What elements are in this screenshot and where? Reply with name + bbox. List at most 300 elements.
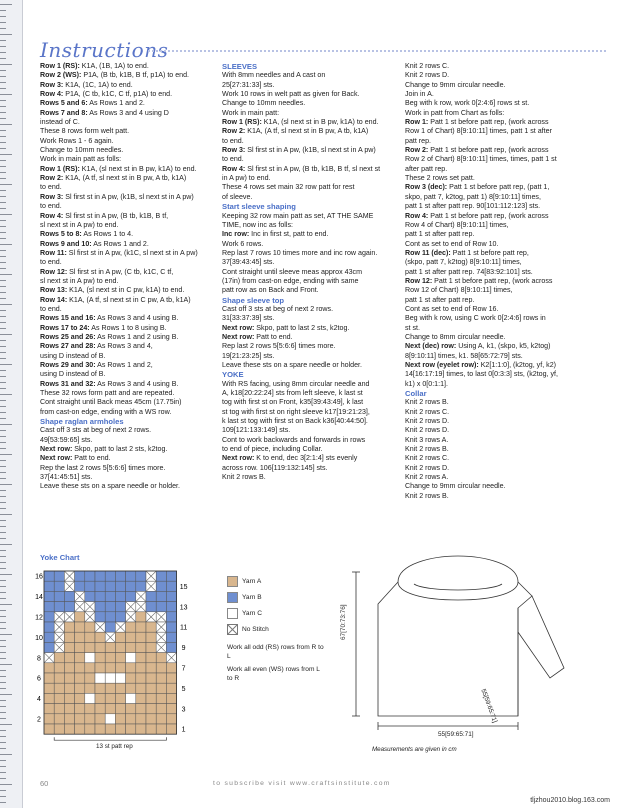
ruler-tick — [0, 592, 6, 593]
row-number: 8 — [37, 655, 41, 663]
row-label: Next row: — [222, 323, 255, 332]
instruction-line — [405, 342, 601, 351]
instruction-line — [40, 212, 212, 221]
ruler-tick — [0, 340, 6, 341]
instruction-text: to end. — [40, 304, 62, 313]
ruler-tick — [0, 550, 6, 551]
chart-cell — [44, 571, 54, 581]
instruction-line — [40, 305, 212, 314]
chart-cell — [146, 653, 156, 663]
chart-cell — [126, 632, 136, 642]
chart-cell — [44, 704, 54, 714]
column-sleeves-yoke — [222, 62, 398, 482]
instruction-text: Patt to end. — [72, 454, 111, 463]
chart-cell — [105, 602, 115, 612]
ruler-tick — [0, 388, 6, 389]
instruction-text: to end. — [40, 202, 62, 211]
instruction-text: 19[21:23:25] sts. — [222, 351, 275, 360]
ruler-tick — [0, 622, 6, 623]
instruction-text: Knit 2 rows D. — [405, 426, 450, 435]
instruction-line — [405, 408, 601, 417]
row-label: Row 3: — [40, 192, 64, 201]
instruction-text: Sl first st in A pw, (C tb, k1C, C tf, — [67, 267, 174, 276]
chart-cell — [156, 653, 166, 663]
chart-cell — [105, 693, 115, 703]
chart-cell — [146, 683, 156, 693]
row-label: Rows 5 to 8: — [40, 230, 82, 239]
instruction-line — [405, 464, 601, 473]
instruction-line — [405, 333, 601, 342]
chart-cell — [136, 683, 146, 693]
ruler-tick — [0, 520, 6, 521]
instruction-text: Using A, k1, (skpo, k5, k2tog) — [456, 342, 551, 351]
instruction-line — [405, 212, 601, 221]
ruler-tick — [0, 454, 12, 455]
instruction-text: K1A, (1B, 1A) to end. — [79, 62, 149, 70]
row-label: Rows 25 and 26: — [40, 332, 96, 341]
column-back-instructions — [40, 62, 212, 492]
row-label: Rows 9 and 10: — [40, 239, 92, 248]
instruction-text: Knit 2 rows B. — [222, 473, 266, 482]
ruler-tick — [0, 700, 6, 701]
ruler-tick — [0, 466, 6, 467]
chart-cell — [166, 693, 176, 703]
ruler-tick — [0, 310, 6, 311]
row-label: Rows 27 and 28: — [40, 342, 96, 351]
ruler-tick — [0, 730, 6, 731]
instruction-line — [405, 230, 601, 239]
ruler-tick — [0, 10, 6, 11]
ruler-tick — [0, 694, 12, 695]
instruction-line — [40, 202, 212, 211]
sweater-schematic — [336, 548, 576, 748]
instruction-text: of sleeve. — [222, 192, 253, 201]
row-label: Row 13: — [40, 286, 68, 295]
chart-cell — [115, 581, 125, 591]
chart-cell — [156, 673, 166, 683]
instruction-text: st tog with first st on right sleeve k17[19:21:23], — [222, 407, 370, 416]
chart-cell — [64, 693, 74, 703]
ruler-tick — [0, 664, 12, 665]
instruction-line — [40, 127, 212, 136]
chart-cell — [156, 663, 166, 673]
instruction-line — [222, 183, 398, 192]
ruler-tick — [0, 604, 12, 605]
chart-cell — [95, 602, 105, 612]
instruction-text: Join in A. — [405, 90, 434, 99]
row-label: Row 2 (WS): — [40, 71, 82, 80]
ruler-tick — [0, 784, 12, 785]
instruction-line — [40, 380, 212, 389]
instruction-text: K1A, (sl next st in B pw, k1A) to end. — [79, 164, 197, 173]
instruction-line — [405, 155, 601, 164]
instruction-text: Knit 2 rows D. — [405, 71, 450, 80]
ruler-tick — [0, 442, 6, 443]
instruction-line — [40, 277, 212, 286]
ruler-tick — [0, 184, 12, 185]
chart-cell — [156, 581, 166, 591]
instruction-line — [405, 398, 601, 407]
row-number: 7 — [181, 665, 186, 673]
ruler-tick — [0, 412, 6, 413]
chart-cell — [115, 591, 125, 601]
chart-cell — [126, 581, 136, 591]
instruction-text: As Rows 3 and 4 using B. — [95, 314, 179, 323]
instruction-line — [222, 426, 398, 435]
chart-cell — [75, 632, 85, 642]
ruler-tick — [0, 238, 6, 239]
chart-cell — [95, 653, 105, 663]
instruction-line — [222, 118, 398, 127]
chart-cell — [85, 704, 95, 714]
ruler-tick — [0, 148, 6, 149]
instruction-text: Patt 1 st before patt rep, (patt 1, — [447, 183, 550, 192]
row-label: Row 4: — [40, 211, 64, 220]
ruler-tick — [0, 778, 6, 779]
instruction-text: With 8mm needles and A cast on — [222, 71, 326, 80]
instruction-text: skpo, patt 7, k2tog, patt 1) 8[9:10:11] times, — [405, 192, 541, 201]
instruction-line — [405, 71, 601, 80]
instruction-text: Keeping 32 row main patt as set, AT THE SAME — [222, 211, 374, 220]
chart-cell — [166, 632, 176, 642]
instruction-text: patt 1 st after patt rep. 90[101:112:123] sts. — [405, 202, 541, 211]
ruler-tick — [0, 316, 6, 317]
instruction-line — [405, 258, 601, 267]
legend-label: No Stitch — [242, 625, 269, 633]
instruction-line — [222, 258, 398, 267]
instruction-line — [222, 436, 398, 445]
instruction-text: Cont as set to end of Row 16. — [405, 304, 499, 313]
ruler-tick — [0, 124, 12, 125]
instruction-line — [222, 445, 398, 454]
instruction-line — [405, 99, 601, 108]
ruler-tick — [0, 742, 6, 743]
instruction-line — [40, 137, 212, 146]
chart-cell — [156, 602, 166, 612]
chart-cell — [166, 714, 176, 724]
ruler-tick — [0, 352, 6, 353]
ruler-tick — [0, 688, 6, 689]
instruction-line — [405, 118, 601, 127]
page-edge-ruler — [0, 0, 23, 808]
chart-cell — [136, 581, 146, 591]
instruction-text: Work 10 rows in welt patt as given for Back. — [222, 90, 360, 99]
instruction-line — [405, 62, 601, 71]
instruction-text: K1A, (sl next st in C pw, k1A) to end. — [67, 286, 185, 295]
instruction-text: Work Rows 1 - 6 again. — [40, 136, 114, 145]
ruler-tick — [0, 178, 6, 179]
ruler-tick — [0, 658, 6, 659]
instruction-line — [222, 352, 398, 361]
instruction-text: P1A, (C tb, k1C, C tf, p1A) to end. — [63, 90, 173, 99]
ruler-tick — [0, 100, 6, 101]
instruction-line — [405, 352, 601, 361]
instruction-line — [222, 230, 398, 239]
instruction-text: Knit 2 rows B. — [405, 445, 449, 454]
ruler-tick — [0, 532, 6, 533]
chart-cell — [136, 642, 146, 652]
instruction-text: Change to 10mm needles. — [222, 99, 306, 108]
chart-cell — [54, 693, 64, 703]
legend-item-no-stitch — [227, 621, 327, 637]
yarn-c-swatch — [227, 608, 238, 619]
chart-cell — [166, 591, 176, 601]
instruction-text: Cont to work backwards and forwards in rows — [222, 435, 366, 444]
chart-cell — [136, 571, 146, 581]
chart-cell — [115, 663, 125, 673]
instruction-text: using D instead of B. — [40, 370, 106, 379]
chart-cell — [95, 663, 105, 673]
chart-cell — [115, 673, 125, 683]
ruler-tick — [0, 670, 6, 671]
chart-cell — [105, 581, 115, 591]
ruler-tick — [0, 118, 6, 119]
instruction-line — [405, 165, 601, 174]
instruction-line — [222, 398, 398, 407]
chart-cell — [85, 663, 95, 673]
ruler-tick — [0, 202, 6, 203]
instruction-text: Cast off 3 sts at beg of next 2 rows. — [40, 426, 152, 435]
chart-cell — [95, 714, 105, 724]
instruction-text: Sl first st in A pw, (B tb, k1B, B tf, — [63, 211, 169, 220]
row-number: 6 — [37, 675, 41, 683]
ruler-tick — [0, 448, 6, 449]
instruction-line — [405, 81, 601, 90]
instruction-line — [40, 436, 212, 445]
ruler-tick — [0, 724, 12, 725]
chart-cell — [166, 642, 176, 652]
instruction-line — [40, 183, 212, 192]
chart-cell — [64, 642, 74, 652]
instruction-line — [222, 90, 398, 99]
chart-cell — [44, 714, 54, 724]
ruler-tick — [0, 58, 6, 59]
instruction-text: 14[16:17:19] times, to last 0[0:3:3] sts, (k2tog, yf, — [405, 370, 558, 379]
ruler-tick — [0, 328, 6, 329]
instruction-text: As Rows 3 and 4, — [95, 342, 153, 351]
chart-cell — [44, 602, 54, 612]
ruler-tick — [0, 610, 6, 611]
instruction-text: Patt to end. — [254, 332, 293, 341]
chart-cell — [75, 571, 85, 581]
chart-cell — [126, 591, 136, 601]
instruction-text: to end. — [222, 155, 244, 164]
legend-note-rs: Work all odd (RS) rows from R to L — [227, 644, 324, 660]
ruler-tick — [0, 22, 6, 23]
instruction-text: Change to 10mm needles. — [40, 146, 124, 155]
instruction-line — [405, 492, 601, 501]
instruction-line — [40, 221, 212, 230]
ruler-tick — [0, 628, 6, 629]
chart-cell — [166, 581, 176, 591]
ruler-tick — [0, 544, 12, 545]
instruction-text: Work in main patt as folls: — [40, 155, 122, 164]
chart-cell — [64, 683, 74, 693]
instruction-line — [222, 212, 398, 221]
row-number: 4 — [37, 696, 41, 704]
chart-cell — [95, 642, 105, 652]
instruction-line — [40, 165, 212, 174]
instruction-text: from cast-on edge, ending with a WS row. — [40, 407, 172, 416]
chart-cell — [75, 663, 85, 673]
instruction-line — [405, 426, 601, 435]
ruler-tick — [0, 574, 12, 575]
instruction-text: Cast off 3 sts at beg of next 2 rows. — [222, 304, 334, 313]
ruler-tick — [0, 166, 6, 167]
chart-cell — [156, 693, 166, 703]
instruction-line — [40, 193, 212, 202]
row-label: Next row: — [222, 454, 255, 463]
watermark: tljzhou2010.blog.163.com — [530, 797, 610, 804]
chart-cell — [166, 673, 176, 683]
instruction-line — [222, 268, 398, 277]
ruler-tick — [0, 418, 6, 419]
instruction-text: patt 1 st after patt rep. — [405, 230, 475, 239]
instruction-text: These 8 rows form welt patt. — [40, 127, 130, 136]
instruction-line — [40, 445, 212, 454]
row-label: Next row: — [40, 445, 73, 454]
chart-cell — [126, 642, 136, 652]
instruction-text: As Rows 1 to 4. — [81, 230, 134, 239]
chart-cell — [105, 704, 115, 714]
chart-cell — [156, 571, 166, 581]
title-divider — [148, 50, 606, 52]
ruler-tick — [0, 256, 6, 257]
page-number: 60 — [40, 779, 49, 788]
instruction-line — [405, 109, 601, 118]
instruction-text: Rep last 7 rows 10 times more and inc row again. — [222, 248, 378, 257]
row-label: Row 1 (RS): — [40, 62, 80, 70]
instruction-line — [405, 473, 601, 482]
row-label: Row 1: — [405, 118, 429, 127]
chart-cell — [95, 724, 105, 734]
chart-cell — [75, 683, 85, 693]
instruction-line — [405, 183, 601, 192]
instruction-line — [222, 314, 398, 323]
row-label: Row 11 (dec): — [405, 248, 451, 257]
chart-cell — [136, 622, 146, 632]
instruction-line — [40, 258, 212, 267]
ruler-tick — [0, 250, 6, 251]
chart-cell — [166, 663, 176, 673]
chart-cell — [85, 714, 95, 724]
instruction-line — [405, 146, 601, 155]
row-label: Rows 17 to 24: — [40, 323, 90, 332]
instruction-text: patt row as on Back and Front. — [222, 286, 319, 295]
ruler-tick — [0, 268, 6, 269]
ruler-tick — [0, 406, 6, 407]
instruction-line — [405, 286, 601, 295]
instruction-text: K1A, (sl next st in B pw, k1A) to end. — [261, 118, 379, 127]
chart-cell — [54, 683, 64, 693]
instruction-line — [40, 389, 212, 398]
instruction-text: Patt 1 st before patt rep, (work across — [428, 211, 549, 220]
ruler-tick — [0, 460, 6, 461]
chart-cell — [75, 714, 85, 724]
instruction-line — [222, 473, 398, 482]
instruction-text: sl next st in A pw) to end. — [40, 276, 119, 285]
ruler-tick — [0, 436, 6, 437]
chart-cell — [44, 642, 54, 652]
instruction-text: Sl first st in A pw, (B tb, k1B, B tf, sl next st — [245, 164, 381, 173]
instruction-text: Knit 2 rows D. — [405, 417, 450, 426]
instruction-line — [222, 81, 398, 90]
instruction-line — [40, 155, 212, 164]
ruler-tick — [0, 598, 6, 599]
instruction-line — [222, 174, 398, 183]
instruction-line — [40, 62, 212, 71]
instruction-line — [405, 380, 601, 389]
row-number: 2 — [37, 716, 41, 724]
instruction-line — [40, 324, 212, 333]
ruler-tick — [0, 706, 6, 707]
instruction-text: to end. — [222, 136, 244, 145]
instruction-line — [222, 333, 398, 342]
legend-item-yarn-b — [227, 589, 327, 605]
row-number: 13 — [179, 604, 188, 612]
ruler-tick — [0, 790, 6, 791]
chart-cell — [105, 663, 115, 673]
instruction-text: K1A, (A tf, sl next st in C pw, A tb, k1A) — [67, 295, 191, 304]
instruction-line — [40, 333, 212, 342]
instruction-line — [405, 202, 601, 211]
ruler-tick — [0, 106, 6, 107]
instruction-line — [222, 155, 398, 164]
instruction-line — [222, 99, 398, 108]
measurement-note: Measurements are given in cm — [372, 746, 457, 753]
ruler-tick — [0, 40, 6, 41]
chart-cell — [136, 673, 146, 683]
instruction-text: Change to 9mm circular needle. — [405, 482, 506, 491]
chart-cell — [85, 571, 95, 581]
instruction-line — [405, 445, 601, 454]
ruler-tick — [0, 718, 6, 719]
chart-cell — [44, 612, 54, 622]
chart-cell — [85, 581, 95, 591]
chart-cell — [54, 653, 64, 663]
row-label: Row 4: — [40, 90, 64, 99]
chart-cell — [105, 571, 115, 581]
instruction-text: These 2 rows set patt. — [405, 174, 475, 183]
instruction-text: Work 6 rows. — [222, 239, 264, 248]
chart-cell — [115, 724, 125, 734]
instruction-line — [405, 90, 601, 99]
instruction-line — [40, 426, 212, 435]
chart-cell — [75, 673, 85, 683]
instruction-text: Cont straight until Back meas 45cm (17.75in) — [40, 398, 182, 407]
chart-cell — [75, 581, 85, 591]
instruction-line — [40, 342, 212, 351]
instruction-text: tog with first st on Front, k35[39:43:49], k last — [222, 398, 364, 407]
instruction-line — [222, 277, 398, 286]
instruction-text: K2[1:1:0], (k2tog, yf, k2) — [478, 361, 556, 369]
row-number: 12 — [35, 614, 43, 622]
ruler-tick — [0, 766, 6, 767]
chart-cell — [64, 704, 74, 714]
instruction-text: Work in patt from Chart as folls: — [405, 108, 505, 117]
chart-cell — [75, 693, 85, 703]
row-label: Row 4: — [405, 211, 429, 220]
chart-cell — [95, 632, 105, 642]
chart-cell — [136, 632, 146, 642]
chart-cell — [95, 693, 105, 703]
chart-cell — [64, 653, 74, 663]
instruction-text: Skpo, patt to last 2 sts, k2tog. — [254, 323, 350, 332]
instruction-line — [405, 193, 601, 202]
chart-cell — [136, 724, 146, 734]
instruction-text: Patt 1 st before patt rep, (work across — [428, 146, 549, 155]
chart-cell — [126, 622, 136, 632]
